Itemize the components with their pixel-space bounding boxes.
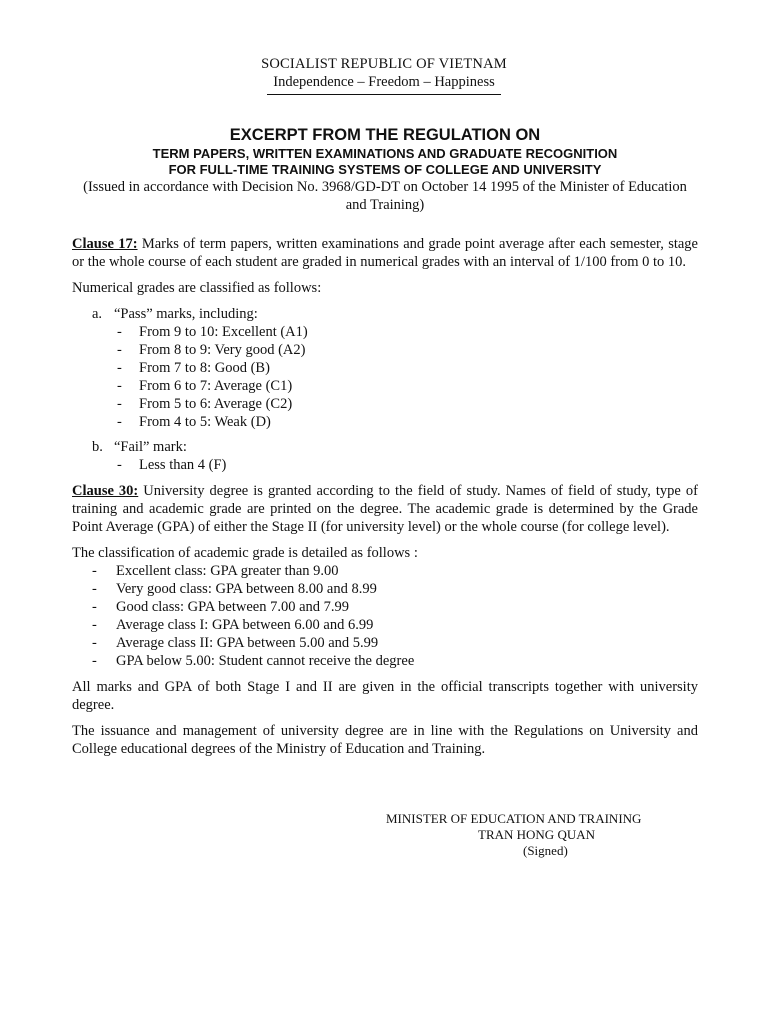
dash-bullet: - [92,599,97,615]
list-item-text: Excellent class: GPA greater than 9.00 [116,563,339,579]
clause-30-paragraph [72,482,698,536]
list-item [72,456,698,474]
academic-grade-list [72,562,698,670]
pass-marks-group [72,305,698,431]
grade-groups [72,305,698,474]
list-item-text: Average class I: GPA between 6.00 and 6.99 [116,617,374,633]
document-title: EXCERPT FROM THE REGULATION ON [229,126,541,144]
issuance-note: (Issued in accordance with Decision No. 3968/GD-DT on October 14 1995 of the Minister of Education and Training) [83,179,687,213]
document-subtitle-line-2: FOR FULL-TIME TRAINING SYSTEMS OF COLLEGE AND UNIVERSITY [168,162,602,177]
list-item [72,598,698,616]
dash-bullet: - [92,581,97,597]
pass-marks-list [72,323,698,431]
dash-bullet: - [92,635,97,651]
list-item-text: Average class II: GPA between 5.00 and 5.99 [116,635,379,651]
list-item [72,634,698,652]
fail-mark-list [72,456,698,474]
fail-mark-group [72,438,698,474]
dash-bullet: - [117,360,122,376]
dash-bullet: - [117,457,122,473]
list-item-text: Less than 4 (F) [139,457,227,473]
national-header [0,55,768,95]
list-item [72,341,698,359]
signatory-role: MINISTER OF EDUCATION AND TRAINING [386,811,642,826]
signatory-name: TRAN HONG QUAN [478,827,595,842]
list-item [72,580,698,598]
clause-17-paragraph [72,235,698,271]
list-item [72,652,698,670]
clause-17-text: Marks of term papers, written examinations and grade point average after each semester, stage or the whole course of each student are graded in numerical grades with an interval of 1/100 from 0 to 10. [72,236,698,270]
list-marker: b. [92,439,103,455]
list-item [72,562,698,580]
dash-bullet: - [117,342,122,358]
clause-30-text: University degree is granted according to the field of study. Names of field of study, type of training and academic grade are printed on the degree. The academic grade is determined by the Grade Point Average (GPA) of either the Stage II (for university level) or the whole course (for college level). [72,483,698,535]
list-item-text: From 6 to 7: Average (C1) [139,378,293,394]
list-item-text: From 8 to 9: Very good (A2) [139,342,306,358]
dash-bullet: - [92,563,97,579]
country-name: SOCIALIST REPUBLIC OF VIETNAM [261,56,507,72]
list-item [72,395,698,413]
regulation-paragraph: The issuance and management of university degree are in line with the Regulations on University and College educational degrees of the Ministry of Education and Training. [72,723,698,757]
list-item-text: From 7 to 8: Good (B) [139,360,270,376]
document-body [72,235,698,766]
list-item-text: GPA below 5.00: Student cannot receive the degree [116,653,415,669]
list-item-text: Very good class: GPA between 8.00 and 8.99 [116,581,377,597]
signature-status: (Signed) [523,843,568,858]
list-item [72,377,698,395]
fail-mark-heading: “Fail” mark: [114,439,187,455]
list-item-text: From 4 to 5: Weak (D) [139,414,271,430]
dash-bullet: - [117,396,122,412]
list-item [72,413,698,431]
list-item [72,323,698,341]
list-item-text: From 5 to 6: Average (C2) [139,396,293,412]
numerical-grades-intro: Numerical grades are classified as follows: [72,280,322,296]
national-motto: Independence – Freedom – Happiness [267,73,500,95]
signature-block [386,811,646,859]
clause-17-label: Clause 17: [72,236,138,252]
pass-marks-heading: “Pass” marks, including: [114,306,258,322]
list-item [72,359,698,377]
transcript-paragraph: All marks and GPA of both Stage I and II are given in the official transcripts together with university degree. [72,679,698,713]
academic-grade-intro: The classification of academic grade is detailed as follows : [72,545,418,561]
dash-bullet: - [92,653,97,669]
list-item-text: Good class: GPA between 7.00 and 7.99 [116,599,350,615]
list-marker: a. [92,306,103,322]
list-item [72,616,698,634]
dash-bullet: - [117,378,122,394]
document-title-block [72,125,698,214]
dash-bullet: - [92,617,97,633]
dash-bullet: - [117,414,122,430]
clause-30-label: Clause 30: [72,483,139,499]
document-subtitle-line-1: TERM PAPERS, WRITTEN EXAMINATIONS AND GRADUATE RECOGNITION [152,146,618,161]
list-item-text: From 9 to 10: Excellent (A1) [139,324,308,340]
dash-bullet: - [117,324,122,340]
